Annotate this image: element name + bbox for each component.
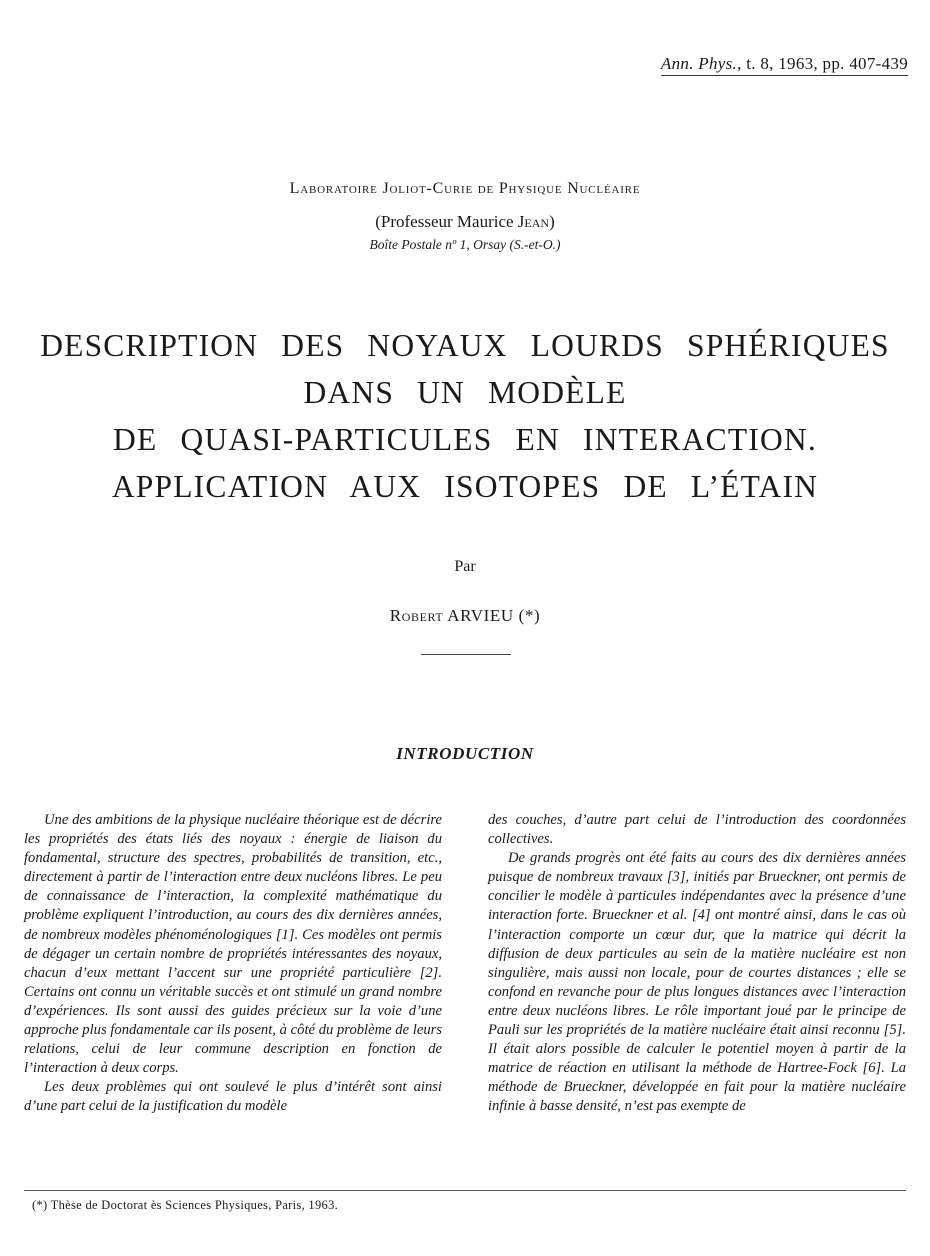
paragraph: Une des ambitions de la physique nucléaire théorique est de décrire les propriétés des états liés des noyaux : énergie de liaison du fondamental, structure des spectres, probabilités de transition, etc., directement à partir de l’interaction entre deux nucléons libres. Le peu de connaissance de l’interaction, la complexité mathématique du problème expliquent l’introduction, au cours des dix dernières années, de nombreux modèles phénoménologiques [1]. Ces modèles ont permis de dégager un certain nombre de propriétés intéressantes des noyaux, chacun d’eux mettant l’accent sur une propriété particulière [2]. Certains ont connu un véritable succès et ont stimulé un grand nombre d’expériences. Ils sont aussi des guides précieux sur la voie d’une approche plus fondamentale car ils posent, à côté du problème de leurs relations, celui de leur commune description en fonction de l’interaction à deux corps.: [24, 812, 442, 1077]
footnote-divider: [24, 1190, 906, 1191]
journal-details: , t. 8, 1963, pp. 407-439: [737, 54, 908, 73]
title-line-4: APPLICATION AUX ISOTOPES DE L’ÉTAIN: [111, 469, 819, 504]
paragraph: Les deux problèmes qui ont soulevé le plus d’intérêt sont ainsi d’une part celui de la justification du modèle: [24, 1079, 442, 1115]
title-line-3: DE QUASI-PARTICULES EN INTERACTION.: [113, 422, 817, 457]
paper-title: [0, 322, 930, 510]
journal-reference: [661, 54, 908, 76]
professor-suffix: ): [549, 212, 555, 231]
author-footnote-mark: (*): [513, 606, 541, 625]
paragraph: des couches, d’autre part celui de l’introduction des coordonnées collectives.: [488, 812, 906, 848]
title-line-1: DESCRIPTION DES NOYAUX LOURDS SPHÉRIQUES: [40, 328, 890, 363]
author-name: [0, 606, 930, 626]
footnote: (*) Thèse de Doctorat ès Sciences Physiques, Paris, 1963.: [32, 1198, 339, 1212]
laboratory-name: Laboratoire Joliot-Curie de Physique Nucléaire: [289, 180, 641, 197]
author-last-name: ARVIEU: [447, 606, 514, 625]
by-line: Par: [454, 558, 476, 575]
journal-name: Ann. Phys.: [660, 54, 738, 73]
right-column: [488, 811, 906, 1117]
title-line-2: DANS UN MODÈLE: [303, 375, 627, 410]
left-column: [24, 811, 442, 1117]
author-divider: [421, 654, 511, 655]
author-first-name: Robert: [389, 606, 444, 625]
professor-line: [0, 212, 930, 232]
postal-address: Boîte Postale nº 1, Orsay (S.-et-O.): [369, 237, 561, 252]
paragraph: De grands progrès ont été faits au cours des dix dernières années puisque de nombreux travaux [3], initiés par Brueckner, ont permis de concilier le modèle à particules indépendantes avec la présence d’une interaction forte. Brueckner et al. [4] ont montré ainsi, dans le cas où l’interaction comporte un cœur dur, que la matrice qui décrit la diffusion de deux particules au sein de la matière nucléaire est non singulière, mais aussi non locale, pour de courtes distances ; elle se confond en revanche pour de plus longues distances avec l’interaction entre deux nucléons libres. Le rôle important joué par le principe de Pauli sur les propriétés de la matière nucléaire était ainsi reconnu [5]. Il était alors possible de calculer le potentiel moyen à partir de la matrice de réaction en utilisant la méthode de Hartree-Fock [6]. La méthode de Brueckner, développée en fait pour la matière nucléaire infinie à basse densité, n’est pas exempte de: [488, 850, 906, 1115]
section-heading: INTRODUCTION: [396, 744, 534, 763]
professor-prefix: (Professeur Maurice: [375, 212, 518, 231]
professor-surname: Jean: [517, 212, 550, 231]
